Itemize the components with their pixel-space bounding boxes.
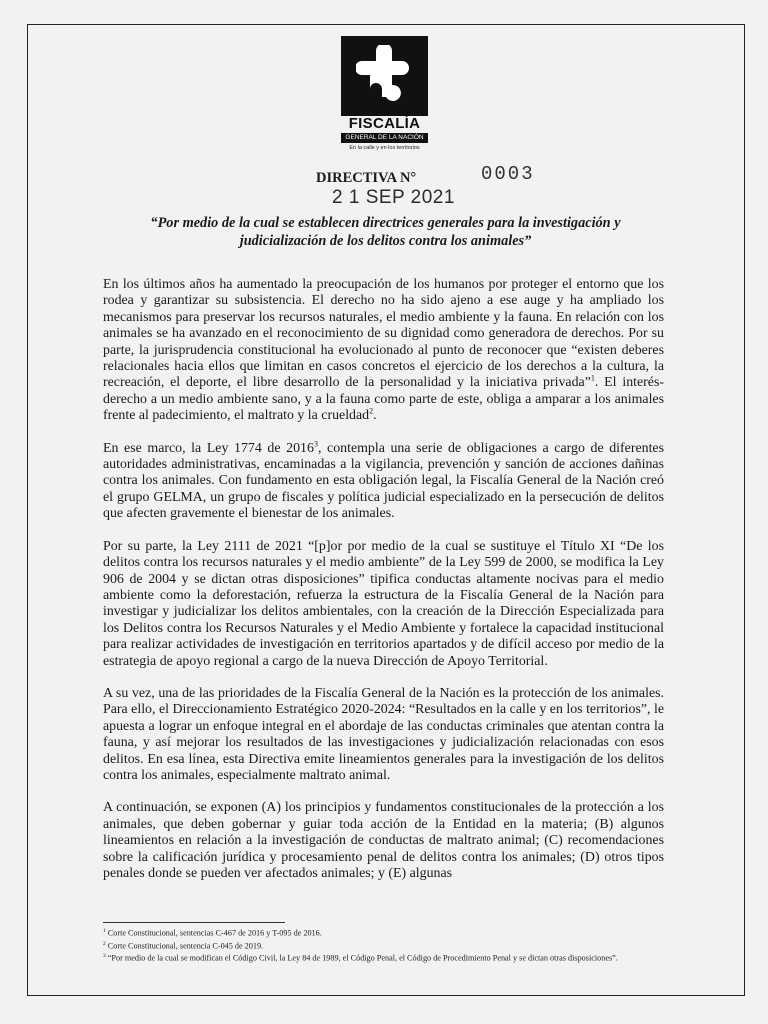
directive-label: DIRECTIVA N° — [316, 170, 417, 186]
footnotes — [103, 926, 664, 964]
puzzle-piece-icon — [356, 45, 413, 107]
date-stamp: 2 1 SEP 2021 — [332, 187, 455, 208]
footnote-ref-2: 2 — [369, 406, 374, 416]
footnote-divider — [103, 922, 285, 923]
paragraph-3: Por su parte, la Ley 2111 de 2021 “[p]or por medio de la cual se sustituye el Título XI “De los delitos contra los recursos naturales y el medio ambiente” de la Ley 599 de 2000, se modifica la Ley 906 de 2004 y se dictan otras disposiciones” tipifica conductas altamente nocivas para el medio ambiente como la deforestación, refuerza la estructura de la Fiscalía General de la Nación para investigar y judicializar los delitos ambientales, con la creación de la Dirección Especializada para los Delitos contra los Recursos Naturales y el Medio Ambiente y fortalece la capacidad institucional para realizar actividades de investigación en territorios apartados y de difícil acceso por medio de la estrategia de apoyo regional a cargo de la nueva Dirección de Apoyo Territorial. — [103, 538, 664, 669]
document-title-line: judicialización de los delitos contra los animales” — [239, 233, 532, 249]
footnote: $^1$ Corte Constitucional, sentencias C-467 de 2016 y T-095 de 2016. — [103, 928, 322, 938]
footnote: $^3$ “Por medio de la cual se modifican el Código Civil, la Ley 84 de 1989, el Código Penal, el Código de Procedimiento Penal y se dictan otras disposiciones”. — [103, 953, 618, 964]
paragraph-4: A su vez, una de las prioridades de la Fiscalía General de la Nación es la protección de los animales. Para ello, el Direccionamiento Estratégico 2020-2024: “Resultados en la calle y en los territorios”, le apuesta a lograr un enfoque integral en el abordaje de las conductas criminales que atentan contra la fauna, y así mejorar los resultados de las investigaciones y judicialización relacionadas con esos delitos. En esa línea, esta Directiva emite lineamientos generales para la investigación de los delitos contra los animales, especialmente maltrato animal. — [103, 685, 664, 783]
footnote: $^2$ Corte Constitucional, sentencia C-045 de 2019. — [103, 940, 264, 951]
paragraph-5: A continuación, se exponen (A) los principios y fundamentos constitucionales de la protección a los animales, que deben gobernar y guiar toda acción de la Entidad en la materia; (B) algunos lineamientos en relación a la investigación de conductas de maltrato animal; (C) recomendaciones sobre la calificación jurídica y procesamiento penal de delitos contra los animales; (D) otros tipos penales donde se pueden ver afectados animales; y (E) algunas — [103, 800, 664, 881]
document-title — [103, 214, 668, 250]
paragraph-1: En los últimos años ha aumentado la preocupación de los humanos por proteger el entorno que los rodea y garantizar su subsistencia. El derecho no ha sido ajeno a ese auge y ha ampliado los mecanismos para preservar los recursos naturales, el medio ambiente y la fauna. En relación con los animales se ha avanzado en el reconocimiento de su dignidad como generadora de derechos. Por su parte, la jurisprudencia constitucional ha evolucionado al punto de reconocer que “existen deberes relacionales hacia ellos que limitan en casos concretos el ejercicio de los derechos a la cultura, la recreación, el deporte, el libre desarrollo de la personalidad y la iniciativa privada”$^1$. El interés-derecho a un medio ambiente sano, y a la fauna como parte de este, obliga a amparar a los animales frente al padecimiento, el maltrato y la crueldad$^2$. — [103, 277, 664, 424]
footnote-ref-1: 1 — [590, 373, 595, 383]
logo-emblem — [341, 36, 428, 116]
paragraph-2: En ese marco, la Ley 1774 de 2016$^3$, contempla una serie de obligaciones a cargo de diferentes autoridades administrativas, encaminadas a la vigilancia, prevención y sanción de acciones dañinas contra los animales. Con fundamento en esta obligación legal, la Fiscalía General de la Nación creó el grupo GELMA, un grupo de fiscales y política judicial especializado en la persecución de delitos que afecten gravemente el bienestar de los animales. — [103, 439, 665, 522]
fiscalia-logo — [341, 36, 428, 154]
footnote-ref-3: 3 — [313, 439, 318, 449]
logo-subtitle: GENERAL DE LA NACIÓN — [341, 133, 428, 143]
logo-name: FISCALÍA — [348, 115, 421, 132]
logo-tagline: En la calle y en los territorios — [349, 145, 420, 151]
document-body — [103, 277, 664, 898]
document-title-line: “Por medio de la cual se establecen directrices generales para la investigación y — [150, 215, 621, 231]
directive-number: 0003 — [481, 163, 535, 185]
